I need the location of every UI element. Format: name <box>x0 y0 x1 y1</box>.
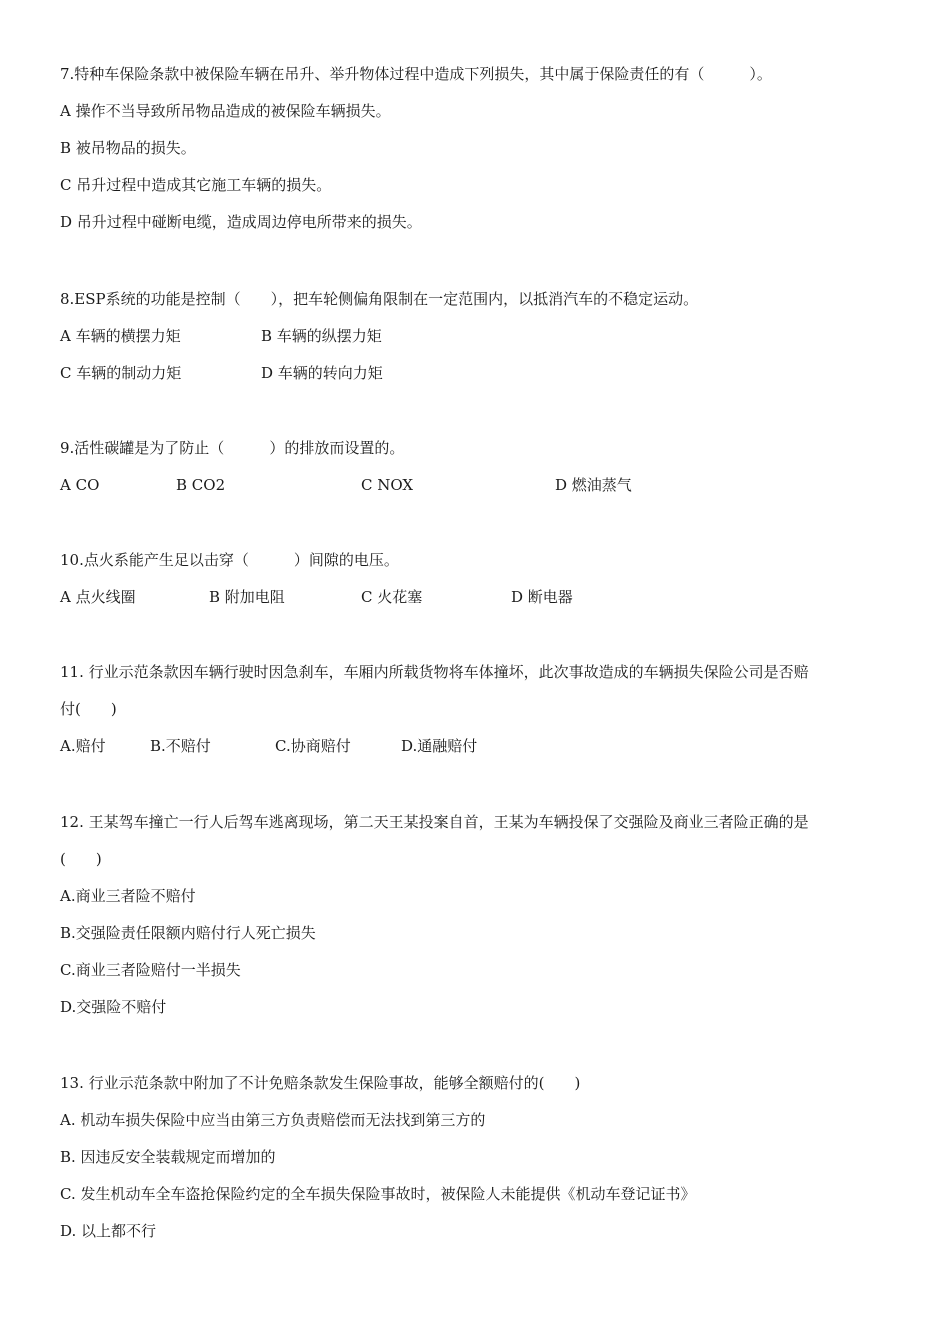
question-stem: 10.点火系能产生足以击穿（ ）间隙的电压。 <box>60 551 399 569</box>
option-c: C 火花塞 <box>361 588 423 606</box>
option-d: D.交强险不赔付 <box>60 998 167 1016</box>
option-a: A.商业三者险不赔付 <box>60 887 196 905</box>
option-b: B.交强险责任限额内赔付行人死亡损失 <box>60 924 316 942</box>
option-c: C 车辆的制动力矩 <box>60 364 182 382</box>
option-d: D 燃油蒸气 <box>555 476 632 494</box>
question-8 <box>60 281 900 392</box>
option-b: B.不赔付 <box>150 737 211 755</box>
option-a: A CO <box>60 476 100 494</box>
option-d: D 车辆的转向力矩 <box>261 364 383 382</box>
option-b: B. 因违反安全装载规定而增加的 <box>60 1148 276 1166</box>
option-row <box>60 467 900 504</box>
option-c: C.协商赔付 <box>275 737 351 755</box>
option-a: A 操作不当导致所吊物品造成的被保险车辆损失。 <box>60 102 391 120</box>
option-c: C.商业三者险赔付一半损失 <box>60 961 241 979</box>
question-stem-line-1: 12. 王某驾车撞亡一行人后驾车逃离现场，第二天王某投案自首，王某为车辆投保了交强险及商业三者险正确的是 <box>60 813 809 831</box>
option-d: D 断电器 <box>511 588 573 606</box>
option-a: A 车辆的横摆力矩 <box>60 327 181 345</box>
option-row <box>60 355 900 392</box>
question-11 <box>60 654 900 765</box>
option-row <box>60 318 900 355</box>
question-13 <box>60 1065 900 1250</box>
option-b: B 附加电阻 <box>209 588 285 606</box>
question-stem-line-1: 11. 行业示范条款因车辆行驶时因急刹车，车厢内所载货物将车体撞坏，此次事故造成的车辆损失保险公司是否赔 <box>60 663 809 681</box>
question-stem: 8.ESP系统的功能是控制（ ），把车轮侧偏角限制在一定范围内，以抵消汽车的不稳定运动。 <box>60 290 699 308</box>
question-stem-line-2: ( ) <box>60 850 102 868</box>
question-stem-line-2: 付( ) <box>60 700 117 718</box>
option-row <box>60 728 900 765</box>
option-b: B CO2 <box>176 476 226 494</box>
question-10 <box>60 542 900 616</box>
question-stem: 9.活性碳罐是为了防止（ ）的排放而设置的。 <box>60 439 405 457</box>
option-c: C NOX <box>361 476 414 494</box>
option-d: D. 以上都不行 <box>60 1222 157 1240</box>
option-a: A 点火线圈 <box>60 588 136 606</box>
question-stem: 7.特种车保险条款中被保险车辆在吊升、举升物体过程中造成下列损失，其中属于保险责任的有（ ）。 <box>60 65 772 83</box>
option-row <box>60 579 900 616</box>
option-d: D 吊升过程中碰断电缆，造成周边停电所带来的损失。 <box>60 213 422 231</box>
option-b: B 被吊物品的损失。 <box>60 139 196 157</box>
question-12 <box>60 804 900 1026</box>
option-a: A.赔付 <box>60 737 106 755</box>
option-c: C. 发生机动车全车盗抢保险约定的全车损失保险事故时，被保险人未能提供《机动车登记证书》 <box>60 1185 696 1203</box>
question-stem: 13. 行业示范条款中附加了不计免赔条款发生保险事故，能够全额赔付的( ) <box>60 1074 581 1092</box>
option-d: D.通融赔付 <box>401 737 478 755</box>
option-a: A. 机动车损失保险中应当由第三方负责赔偿而无法找到第三方的 <box>60 1111 486 1129</box>
question-7 <box>60 56 900 241</box>
option-c: C 吊升过程中造成其它施工车辆的损失。 <box>60 176 332 194</box>
option-b: B 车辆的纵摆力矩 <box>261 327 382 345</box>
question-9 <box>60 430 900 504</box>
